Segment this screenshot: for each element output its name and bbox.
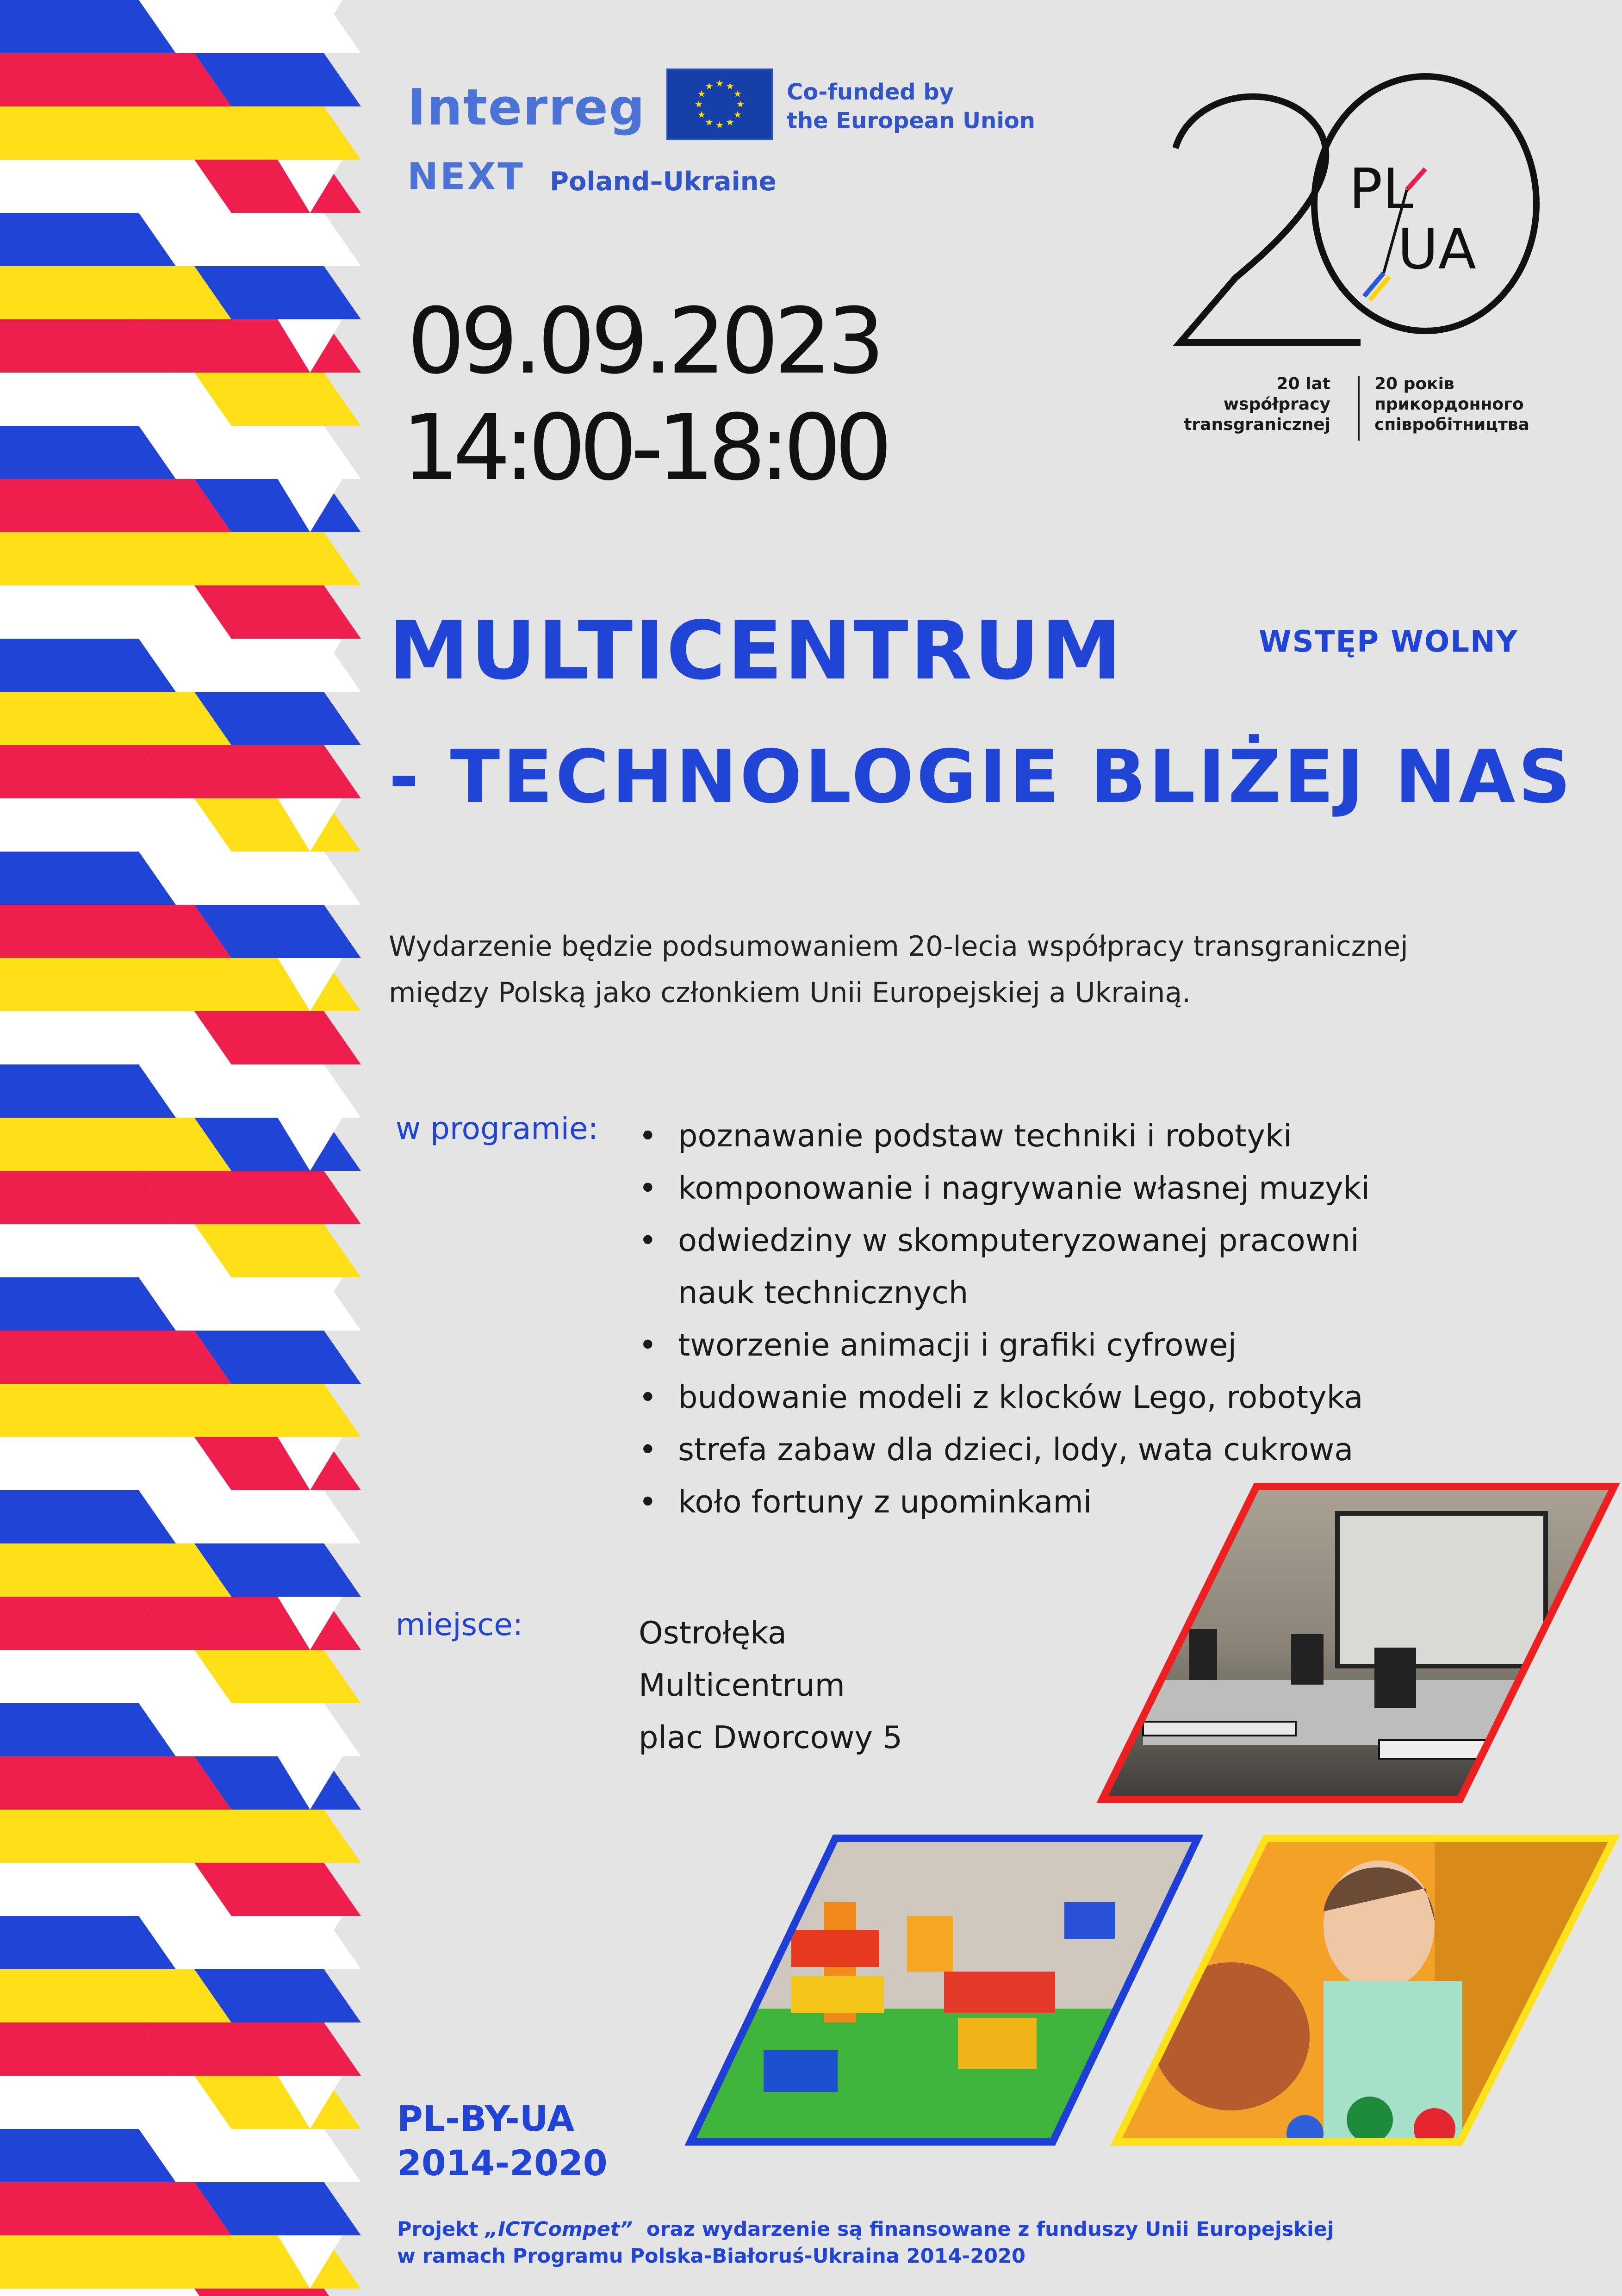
pattern-chevron (0, 1863, 231, 1916)
program-label: w programie: (396, 1111, 598, 1146)
program-item: • poznawanie podstaw techniki i robotyki (639, 1110, 1425, 1162)
eu-star-icon: ★ (726, 81, 734, 92)
pattern-chevron (139, 1384, 361, 1437)
pattern-chevron (139, 852, 361, 905)
place-city: Ostrołęka (639, 1615, 787, 1651)
anniversary-caption-ua-2: прикордонного (1374, 395, 1524, 414)
anniversary-caption-ua-3: співробітництва (1374, 415, 1529, 434)
pattern-chevron (139, 1703, 361, 1756)
pattern-chevron (0, 1650, 231, 1703)
anniversary-caption-divider (1358, 376, 1360, 441)
eu-star-icon: ★ (697, 88, 706, 100)
eu-cofunded-line-2: the European Union (787, 108, 1035, 134)
pattern-chevron (0, 2076, 231, 2129)
anniversary-caption-ua (1374, 374, 1550, 435)
eu-star-icon: ★ (705, 117, 714, 128)
pattern-chevron (0, 1331, 231, 1384)
funding-note-line-2: w ramach Programu Polska-Białoruś-Ukraina 2014-2020 (397, 2245, 1025, 2268)
pattern-chevron (139, 532, 361, 585)
pattern-chevron (0, 1224, 231, 1277)
funding-note-line-1 (397, 2216, 1334, 2243)
anniversary-caption-pl (1152, 374, 1330, 435)
pattern-chevron (0, 585, 231, 639)
pattern-chevron (139, 106, 361, 160)
pattern-chevron (0, 1543, 231, 1597)
place-label: miejsce: (396, 1607, 523, 1643)
anniversary-20-logo (1166, 69, 1546, 356)
program-region-text: Poland–Ukraine (550, 167, 777, 197)
eu-star-icon: ★ (736, 99, 745, 110)
program-code-line-2: 2014-2020 (397, 2142, 608, 2184)
pattern-chevron (139, 745, 361, 798)
eu-star-icon: ★ (726, 117, 734, 128)
pattern-chevron (139, 1490, 361, 1543)
pattern-chevron (0, 53, 231, 106)
event-title-line-1: MULTICENTRUM (389, 604, 1124, 698)
funding-note (397, 2216, 1334, 2270)
next-logo-text: NEXT (407, 155, 525, 198)
anniversary-ua-text: UA (1398, 218, 1476, 282)
pattern-chevron (0, 692, 231, 745)
pattern-chevron (139, 213, 361, 266)
event-time: 14:00-18:00 (402, 395, 886, 501)
funding-note-rest: oraz wydarzenie są finansowane z funduszy Unii Europejskiej (632, 2218, 1334, 2241)
free-entry-badge: WSTĘP WOLNY (1259, 625, 1518, 659)
pattern-chevron (0, 1011, 231, 1064)
pattern-chevron (139, 1810, 361, 1863)
eu-cofunded-line-1: Co-funded by (787, 79, 954, 105)
program-item: • tworzenie animacji i grafiki cyfrowej (639, 1319, 1425, 1371)
pattern-chevron (0, 160, 231, 213)
program-list (639, 1110, 1425, 1528)
program-item: • odwiedziny w skomputeryzowanej pracowni nauk technicznych (639, 1214, 1400, 1319)
face-painting-photo (1111, 1833, 1620, 2147)
eu-star-icon: ★ (705, 81, 714, 92)
eu-cofunded-text (787, 78, 1035, 135)
eu-star-icon: ★ (733, 109, 742, 120)
anniversary-digit-0 (1314, 76, 1536, 331)
eu-flag-icon (666, 68, 773, 140)
eu-star-icon: ★ (733, 88, 742, 100)
place-venue: Multicentrum (639, 1667, 845, 1703)
pattern-chevron (139, 2022, 361, 2076)
eu-star-icon: ★ (697, 109, 706, 120)
eu-star-icon: ★ (715, 119, 724, 131)
program-item: • budowanie modeli z klocków Lego, robotyka (639, 1371, 1425, 1424)
eu-star-icon: ★ (715, 78, 724, 89)
event-description-line-1: Wydarzenie będzie podsumowaniem 20-lecia współpracy transgranicznej (389, 930, 1408, 963)
pattern-chevron (0, 2182, 231, 2235)
event-description-line-2: między Polską jako członkiem Unii Europejskiej a Ukrainą. (389, 977, 1191, 1009)
event-title-line-2: - TECHNOLOGIE BLIŻEJ NAS (389, 734, 1574, 820)
anniversary-caption-ua-1: 20 років (1374, 374, 1454, 393)
program-code (397, 2097, 608, 2185)
decorative-pattern-band (0, 0, 370, 2296)
anniversary-caption-pl-1: 20 lat (1276, 374, 1330, 393)
pattern-chevron (139, 1171, 361, 1224)
pattern-chevron (0, 905, 231, 958)
funding-note-prefix: Projekt (397, 2218, 485, 2241)
interreg-logo-text: Interreg (407, 79, 646, 137)
program-item: • strefa zabaw dla dzieci, lody, wata cukrowa (639, 1424, 1425, 1476)
pattern-chevron (0, 1756, 231, 1810)
pattern-chevron (0, 479, 231, 532)
place-address (639, 1607, 902, 1764)
pattern-chevron (194, 2289, 361, 2296)
program-item: • koło fortuny z upominkami (639, 1476, 1425, 1528)
pattern-chevron (0, 798, 231, 852)
pattern-chevron (139, 426, 361, 479)
pattern-chevron (139, 1064, 361, 1118)
event-description (389, 923, 1476, 1016)
pattern-chevron (0, 266, 231, 319)
pattern-chevron (0, 1969, 231, 2022)
eu-star-icon: ★ (695, 99, 703, 110)
anniversary-caption-pl-2: współpracy (1223, 395, 1330, 414)
pattern-chevron (139, 2129, 361, 2182)
place-street: plac Dworcowy 5 (639, 1719, 902, 1755)
funding-note-project: „ICTCompet” (485, 2218, 633, 2241)
pattern-chevron (0, 373, 231, 426)
pattern-chevron (0, 1118, 231, 1171)
event-date: 09.09.2023 (407, 289, 881, 394)
program-item: • komponowanie i nagrywanie własnej muzyki (639, 1162, 1425, 1214)
anniversary-pl-text: PL (1349, 157, 1414, 222)
classroom-photo (1097, 1481, 1620, 1805)
anniversary-caption-pl-3: transgranicznej (1184, 415, 1330, 434)
program-code-line-1: PL-BY-UA (397, 2098, 575, 2139)
pattern-chevron (0, 1437, 231, 1490)
